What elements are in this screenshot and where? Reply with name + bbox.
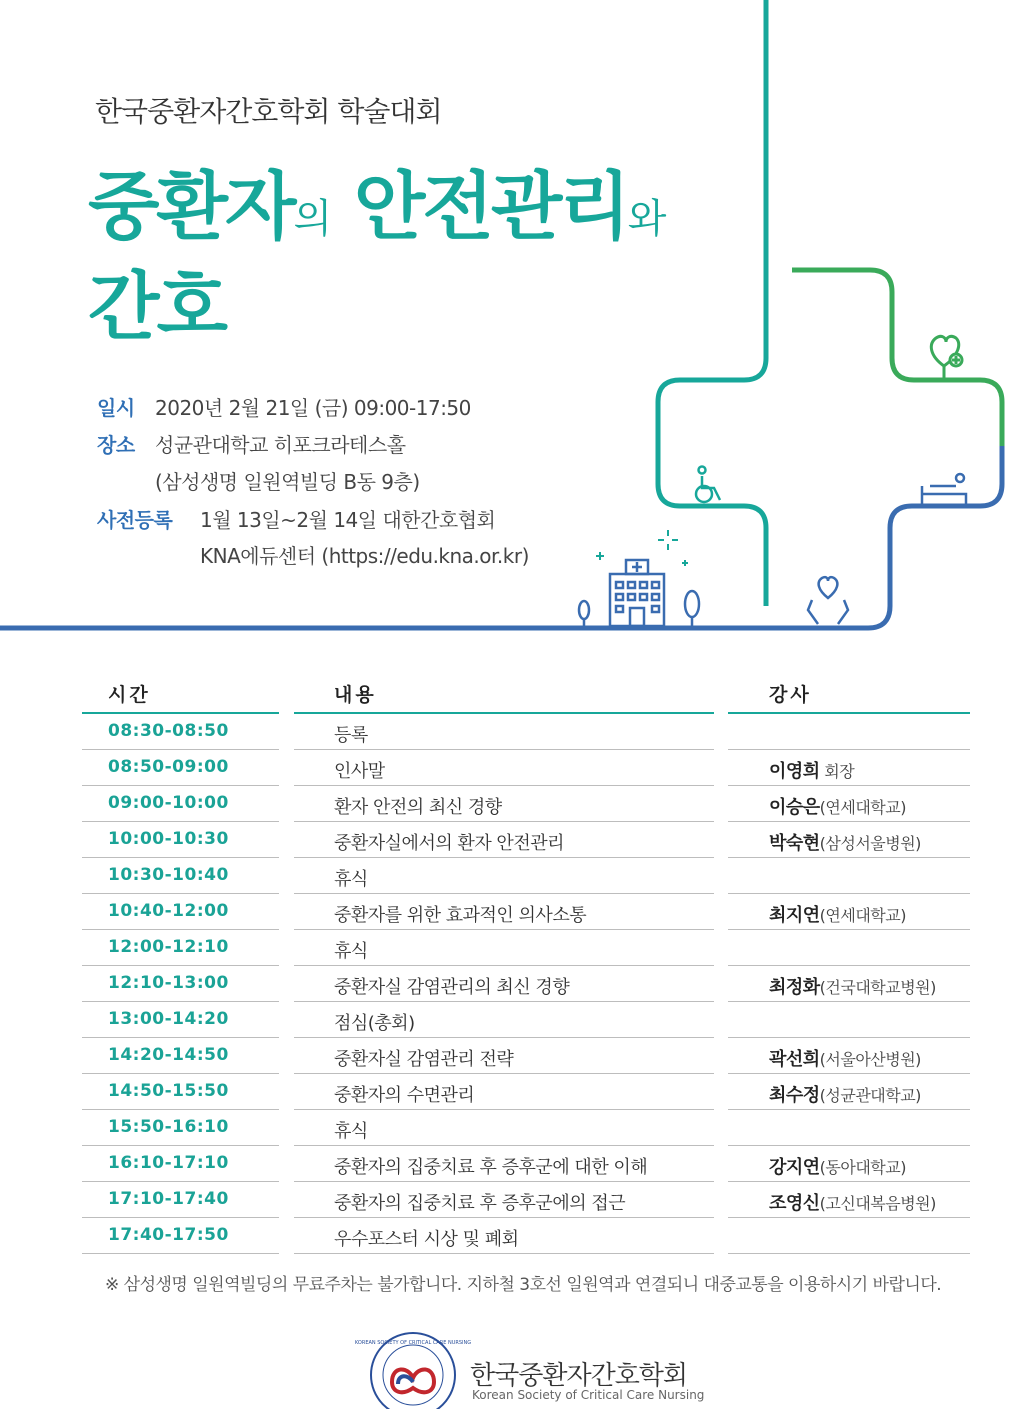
speaker-affiliation: (서울아산병원) (819, 1050, 921, 1069)
baseline-path (0, 446, 1002, 628)
event-subtitle: 한국중환자간호학회 학술대회 (95, 95, 442, 128)
row-content: 중환자의 집중치료 후 증후군에 대한 이해 (334, 1157, 648, 1178)
row-time: 13:00-14:20 (108, 1009, 229, 1029)
event-title-line2: 간호 (88, 264, 225, 350)
speaker-name: 최수정 (769, 1085, 820, 1106)
speaker-affiliation: (연세대학교) (819, 798, 906, 817)
row-speaker (769, 829, 921, 855)
speaker-name: 박숙현 (769, 833, 820, 854)
speaker-name: 이승은 (769, 797, 820, 818)
speaker-name: 강지연 (769, 1157, 820, 1178)
row-time: 08:50-09:00 (108, 757, 229, 777)
society-seal-logo (354, 1330, 472, 1409)
row-speaker (769, 1081, 921, 1107)
schedule-row (82, 822, 970, 858)
schedule-row (82, 1182, 970, 1218)
row-content: 등록 (334, 725, 368, 746)
row-speaker (769, 1189, 936, 1215)
schedule-row (82, 1038, 970, 1074)
org-name-english: Korean Society of Critical Care Nursing (472, 1388, 705, 1402)
schedule-row (82, 1218, 970, 1254)
schedule-row (82, 750, 970, 786)
row-content: 중환자실 감염관리의 최신 경향 (334, 977, 570, 998)
row-time: 14:20-14:50 (108, 1045, 229, 1065)
row-speaker (769, 757, 854, 783)
row-rule-content (294, 1253, 714, 1254)
schedule-row (82, 786, 970, 822)
reg-detail: KNA에듀센터 (https://edu.kna.or.kr) (200, 544, 529, 568)
place-value: 성균관대학교 히포크라테스홀 (155, 433, 406, 457)
poster-header (0, 0, 1024, 640)
title-part2: 의 (293, 196, 332, 242)
row-time: 10:30-10:40 (108, 865, 229, 885)
schedule-row (82, 894, 970, 930)
wheelchair-icon (690, 467, 724, 507)
row-time: 09:00-10:00 (108, 793, 229, 813)
row-content: 인사말 (334, 761, 385, 782)
header-time: 시간 (108, 684, 151, 706)
row-time: 10:40-12:00 (108, 901, 229, 921)
row-time: 12:10-13:00 (108, 973, 229, 993)
place-detail: (삼성생명 일원역빌딩 B동 9층) (155, 470, 420, 494)
heart-plus-icon (931, 336, 962, 380)
schedule-row (82, 966, 970, 1002)
schedule-row (82, 1074, 970, 1110)
row-time: 12:00-12:10 (108, 937, 229, 957)
row-content: 중환자실 감염관리 전략 (334, 1049, 514, 1070)
speaker-name: 최정화 (769, 977, 820, 998)
place-label: 장소 (97, 433, 135, 457)
parking-notice: ※ 삼성생명 일원역빌딩의 무료주차는 불가합니다. 지하철 3호선 일원역과 연결되니 대중교통을 이용하시기 바랍니다. (105, 1275, 942, 1295)
reg-label: 사전등록 (97, 508, 173, 532)
speaker-affiliation: (삼성서울병원) (819, 834, 921, 853)
row-time: 17:10-17:40 (108, 1189, 229, 1209)
schedule-table (82, 676, 970, 1254)
row-time: 17:40-17:50 (108, 1225, 229, 1245)
row-speaker (769, 1153, 906, 1179)
row-content: 우수포스터 시상 및 폐회 (334, 1229, 519, 1250)
title-part4: 와 (627, 196, 666, 242)
speaker-affiliation: (동아대학교) (819, 1158, 906, 1177)
row-content: 휴식 (334, 869, 368, 890)
header-content: 내용 (334, 684, 377, 706)
org-name-korean: 한국중환자간호학회 (470, 1361, 688, 1391)
schedule-row (82, 714, 970, 750)
speaker-affiliation: 회장 (819, 762, 855, 781)
row-content: 중환자의 수면관리 (334, 1085, 475, 1106)
speaker-affiliation: (성균관대학교) (819, 1086, 921, 1105)
schedule-row (82, 930, 970, 966)
speaker-name: 곽선희 (769, 1049, 820, 1070)
medical-cross-illustration (0, 0, 1024, 640)
schedule-rows (82, 714, 970, 1254)
speaker-affiliation: (고신대복음병원) (819, 1194, 936, 1213)
row-rule-time (82, 1253, 279, 1254)
row-content: 중환자실에서의 환자 안전관리 (334, 833, 564, 854)
speaker-affiliation: (연세대학교) (819, 906, 906, 925)
hospital-building-icon (610, 560, 664, 626)
seal-text: KOREAN SOCIETY OF CRITICAL CARE NURSING (354, 1340, 472, 1346)
schedule-row (82, 1110, 970, 1146)
green-path (792, 270, 1002, 446)
row-time: 08:30-08:50 (108, 721, 229, 741)
row-speaker (769, 793, 906, 819)
title-part3: 안전관리 (353, 164, 628, 250)
row-content: 휴식 (334, 941, 368, 962)
row-time: 15:50-16:10 (108, 1117, 229, 1137)
row-content: 중환자의 집중치료 후 증후군에의 접근 (334, 1193, 626, 1214)
row-speaker (769, 1045, 921, 1071)
row-content: 중환자를 위한 효과적인 의사소통 (334, 905, 587, 926)
schedule-row (82, 1146, 970, 1182)
row-rule-speaker (728, 1253, 970, 1254)
teal-path (658, 0, 766, 606)
hospital-bed-icon (920, 474, 970, 506)
speaker-name: 최지연 (769, 905, 820, 926)
title-part1: 중환자 (88, 164, 294, 250)
row-content: 휴식 (334, 1121, 368, 1142)
header-speaker: 강사 (769, 684, 812, 706)
caring-hands-icon (808, 577, 848, 624)
speaker-name: 이영희 (769, 761, 820, 782)
row-content: 환자 안전의 최신 경향 (334, 797, 502, 818)
row-speaker (769, 973, 936, 999)
schedule-row (82, 1002, 970, 1038)
date-label: 일시 (97, 396, 135, 420)
row-content: 점심(총회) (334, 1013, 415, 1034)
row-time: 10:00-10:30 (108, 829, 229, 849)
schedule-row (82, 858, 970, 894)
row-time: 14:50-15:50 (108, 1081, 229, 1101)
schedule-header (82, 676, 970, 714)
row-speaker (769, 901, 906, 927)
date-value: 2020년 2월 21일 (금) 09:00-17:50 (155, 396, 471, 420)
speaker-name: 조영신 (769, 1193, 820, 1214)
row-time: 16:10-17:10 (108, 1153, 229, 1173)
speaker-affiliation: (건국대학교병원) (819, 978, 936, 997)
reg-value: 1월 13일~2월 14일 대한간호협회 (200, 508, 496, 532)
